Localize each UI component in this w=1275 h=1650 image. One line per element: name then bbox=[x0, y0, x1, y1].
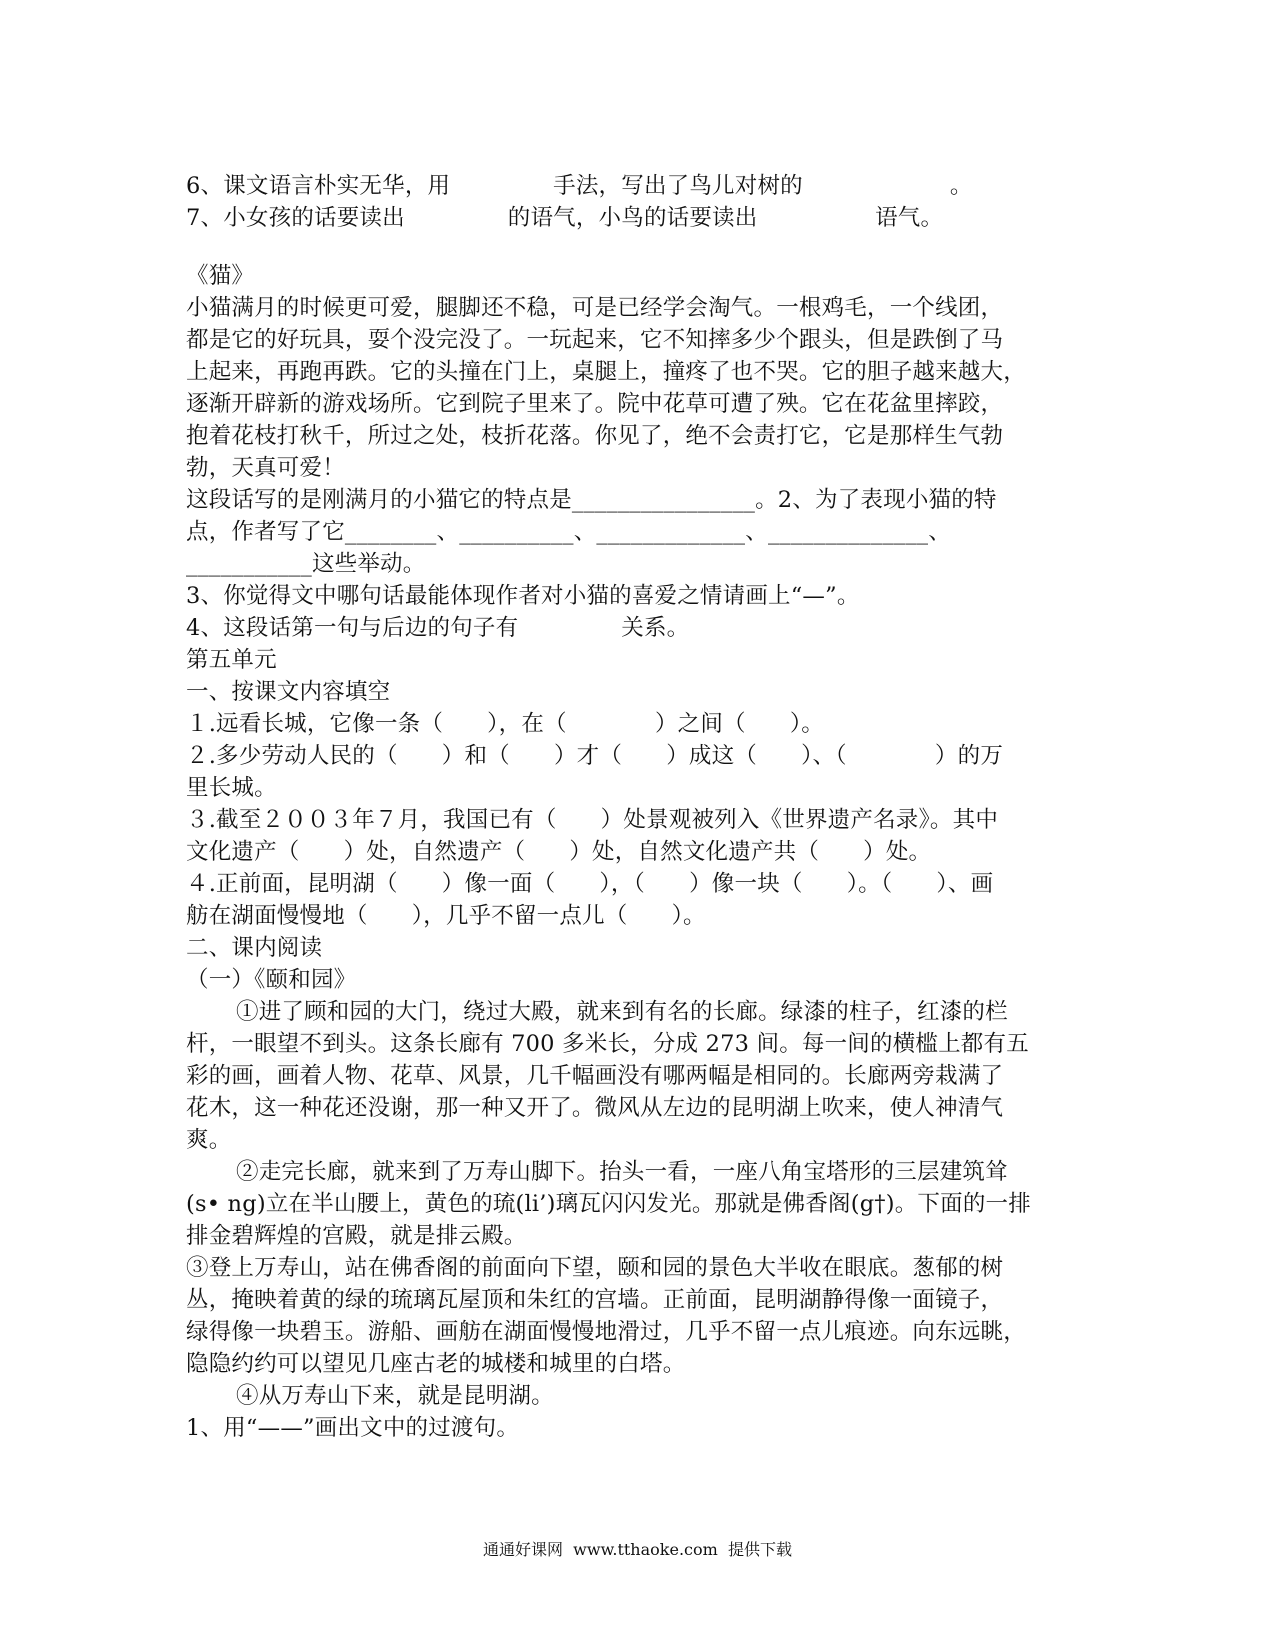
cat-question-line: ___________这些举动。 bbox=[186, 551, 426, 577]
fill-blank-line: １.远看长城，它像一条（ ），在（ ）之间（ ）。 bbox=[186, 711, 825, 737]
fill-blank-line: 舫在湖面慢慢地（ ），几乎不留一点儿（ ）。 bbox=[186, 903, 706, 929]
reading-line: (s• ng)立在半山腰上，黄色的琉(li’)璃瓦闪闪发光。那就是佛香阁(g†)。下面的一排 bbox=[186, 1191, 1031, 1217]
reading-question-1: 1、用“——”画出文中的过渡句。 bbox=[186, 1415, 520, 1441]
cat-passage-line: 都是它的好玩具，耍个没完没了。一玩起来，它不知摔多少个跟头，但是跌倒了马 bbox=[186, 327, 1004, 353]
cat-question-line: 4、这段话第一句与后边的句子有 关系。 bbox=[186, 615, 690, 641]
reading-line: 杆，一眼望不到头。这条长廊有 700 多米长，分成 273 间。每一间的横槛上都有五 bbox=[186, 1031, 1029, 1057]
reading-line: ①进了顾和园的大门，绕过大殿，就来到有名的长廊。绿漆的柱子，红漆的栏 bbox=[236, 999, 1008, 1025]
reading-line: ②走完长廊，就来到了万寿山脚下。抬头一看，一座八角宝塔形的三层建筑耸 bbox=[236, 1159, 1008, 1185]
reading-line: 隐隐约约可以望见几座古老的城楼和城里的白塔。 bbox=[186, 1351, 686, 1377]
cat-passage-line: 勃，天真可爱！ bbox=[186, 455, 345, 481]
cat-question-line: 点，作者写了它________、__________、_____________、______________、 bbox=[186, 519, 951, 545]
question-6: 6、课文语言朴实无华，用 手法，写出了鸟儿对树的 。 bbox=[186, 173, 973, 199]
cat-question-line: 3、你觉得文中哪句话最能体现作者对小猫的喜爱之情请画上“—”。 bbox=[186, 583, 860, 609]
page-footer: 通通好课网 www.tthaoke.com 提供下载 bbox=[483, 1540, 792, 1559]
reading-line: 绿得像一块碧玉。游船、画舫在湖面慢慢地滑过，几乎不留一点儿痕迹。向东远眺， bbox=[186, 1319, 1026, 1345]
unit-heading: 第五单元 bbox=[186, 647, 277, 673]
reading-line: 丛，掩映着黄的绿的琉璃瓦屋顶和朱红的宫墙。正前面，昆明湖静得像一面镜子， bbox=[186, 1287, 1004, 1313]
cat-question-line: 这段话写的是刚满月的小猫它的特点是________________。2、为了表现小猫的特 bbox=[186, 487, 997, 513]
question-7: 7、小女孩的话要读出 的语气，小鸟的话要读出 语气。 bbox=[186, 205, 944, 231]
reading-line: 排金碧辉煌的宫殿，就是排云殿。 bbox=[186, 1223, 527, 1249]
cat-passage-line: 抱着花枝打秋千，所过之处，枝折花落。你见了，绝不会责打它，它是那样生气勃 bbox=[186, 423, 1004, 449]
reading-title: （一）《颐和园》 bbox=[186, 967, 357, 993]
reading-line: 爽。 bbox=[186, 1127, 232, 1153]
reading-line: ④从万寿山下来，就是昆明湖。 bbox=[236, 1383, 554, 1409]
cat-passage-line: 上起来，再跑再跌。它的头撞在门上，桌腿上，撞疼了也不哭。它的胆子越来越大， bbox=[186, 359, 1026, 385]
cat-passage-line: 逐渐开辟新的游戏场所。它到院子里来了。院中花草可遭了殃。它在花盆里摔跤， bbox=[186, 391, 1004, 417]
part1-title: 一、按课文内容填空 bbox=[186, 679, 391, 705]
fill-blank-line: 里长城。 bbox=[186, 775, 277, 801]
cat-title: 《猫》 bbox=[186, 263, 255, 289]
cat-passage-line: 小猫满月的时候更可爱，腿脚还不稳，可是已经学会淘气。一根鸡毛，一个线团， bbox=[186, 295, 1004, 321]
fill-blank-line: ２.多少劳动人民的（ ）和（ ）才（ ）成这（ ）、（ ）的万 bbox=[186, 743, 1004, 769]
fill-blank-line: 文化遗产（ ）处，自然遗产（ ）处，自然文化遗产共（ ）处。 bbox=[186, 839, 932, 865]
fill-blank-line: ４.正前面，昆明湖（ ）像一面（ ），（ ）像一块（ ）。（ ）、画 bbox=[186, 871, 994, 897]
reading-line: 花木，这一种花还没谢，那一种又开了。微风从左边的昆明湖上吹来，使人神清气 bbox=[186, 1095, 1004, 1121]
part2-title: 二、课内阅读 bbox=[186, 935, 323, 961]
fill-blank-line: ３.截至２００３年７月，我国已有（ ）处景观被列入《世界遗产名录》。其中 bbox=[186, 807, 999, 833]
reading-line: ③登上万寿山，站在佛香阁的前面向下望，颐和园的景色大半收在眼底。葱郁的树 bbox=[186, 1255, 1004, 1281]
reading-line: 彩的画，画着人物、花草、风景，几千幅画没有哪两幅是相同的。长廊两旁栽满了 bbox=[186, 1063, 1004, 1089]
